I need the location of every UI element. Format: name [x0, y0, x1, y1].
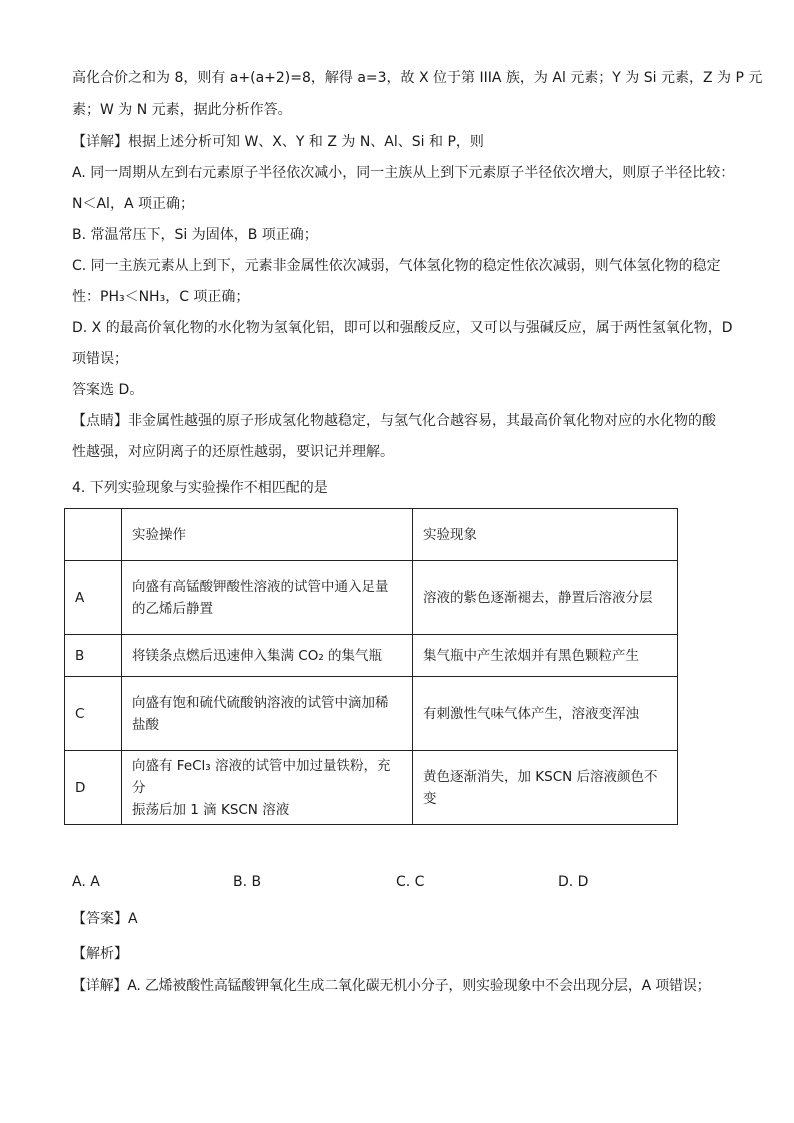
option-a: A. A	[72, 874, 100, 890]
text-line-8: 性：PH₃＜NH₃，C 项正确；	[72, 289, 250, 305]
text-line-5: N＜Al，A 项正确；	[72, 196, 194, 212]
text-line-1: 高化合价之和为 8，则有 a+(a+2)=8，解得 a=3，故 X 位于第 IIIA 族，为 Al 元素；Y 为 Si 元素，Z 为 P 元	[72, 70, 763, 86]
text-line-2: 素；W 为 N 元素，据此分析作答。	[72, 102, 292, 118]
answer-line: 【答案】A	[72, 911, 138, 927]
text-line-11: 答案选 D。	[72, 382, 144, 398]
row-operation	[122, 677, 413, 751]
row-phenomenon: 集气瓶中产生浓烟并有黑色颗粒产生	[413, 635, 678, 677]
text-line-6: B. 常温常压下，Si 为固体，B 项正确；	[72, 227, 318, 243]
text-line-9: D. X 的最高价氧化物的水化物为氢氧化铝，即可以和强酸反应，又可以与强碱反应，属于两性氢氧化物，D	[72, 320, 733, 336]
row-label: A	[65, 561, 122, 635]
row-operation-line: 向盛有 FeCl₃ 溶液的试管中加过量铁粉，充分	[132, 757, 391, 796]
table-row	[65, 561, 678, 635]
row-operation	[122, 751, 413, 825]
detail-line: 【详解】A. 乙烯被酸性高锰酸钾氧化生成二氧化碳无机小分子，则实验现象中不会出现分层，A 项错误；	[72, 978, 711, 994]
row-operation-line: 向盛有高锰酸钾酸性溶液的试管中通入足量	[132, 578, 389, 595]
row-operation	[122, 561, 413, 635]
row-operation-line: 盐酸	[132, 716, 159, 733]
option-c: C. C	[396, 874, 425, 890]
table-row	[65, 635, 678, 677]
analysis-heading: 【解析】	[72, 946, 128, 962]
row-operation-line: 向盛有饱和硫代硫酸钠溶液的试管中滴加稀	[132, 694, 389, 711]
row-phenomenon: 有刺激性气味气体产生，溶液变浑浊	[413, 677, 678, 751]
experiment-table	[64, 508, 678, 825]
header-cell-blank	[65, 509, 122, 561]
row-operation-line: 振荡后加 1 滴 KSCN 溶液	[132, 801, 290, 818]
text-line-3: 【详解】根据上述分析可知 W、X、Y 和 Z 为 N、Al、Si 和 P，则	[72, 134, 484, 150]
table-row	[65, 677, 678, 751]
row-operation-line: 的乙烯后静置	[132, 600, 213, 617]
text-line-7: C. 同一主族元素从上到下，元素非金属性依次减弱，气体氢化物的稳定性依次减弱，则气体氢化物的稳定	[72, 258, 721, 274]
question-title: 4. 下列实验现象与实验操作不相匹配的是	[72, 480, 328, 496]
row-label: D	[65, 751, 122, 825]
option-d: D. D	[558, 874, 589, 890]
option-b: B. B	[233, 874, 262, 890]
table-row	[65, 751, 678, 825]
text-line-10: 项错误；	[72, 351, 128, 367]
row-label: C	[65, 677, 122, 751]
row-operation: 将镁条点燃后迅速伸入集满 CO₂ 的集气瓶	[122, 635, 413, 677]
row-label: B	[65, 635, 122, 677]
header-cell-operation: 实验操作	[122, 509, 413, 561]
row-phenomenon: 溶液的紫色逐渐褪去，静置后溶液分层	[413, 561, 678, 635]
text-line-4: A. 同一周期从左到右元素原子半径依次减小，同一主族从上到下元素原子半径依次增大，则原子半径比较：	[72, 165, 735, 181]
text-line-12: 【点睛】非金属性越强的原子形成氢化物越稳定，与氢气化合越容易，其最高价氧化物对应的水化物的酸	[72, 413, 716, 429]
header-cell-phenomenon: 实验现象	[413, 509, 678, 561]
table-header-row	[65, 509, 678, 561]
row-phenomenon: 黄色逐渐消失，加 KSCN 后溶液颜色不变	[413, 751, 678, 825]
text-line-13: 性越强，对应阴离子的还原性越弱，要识记并理解。	[72, 444, 394, 460]
